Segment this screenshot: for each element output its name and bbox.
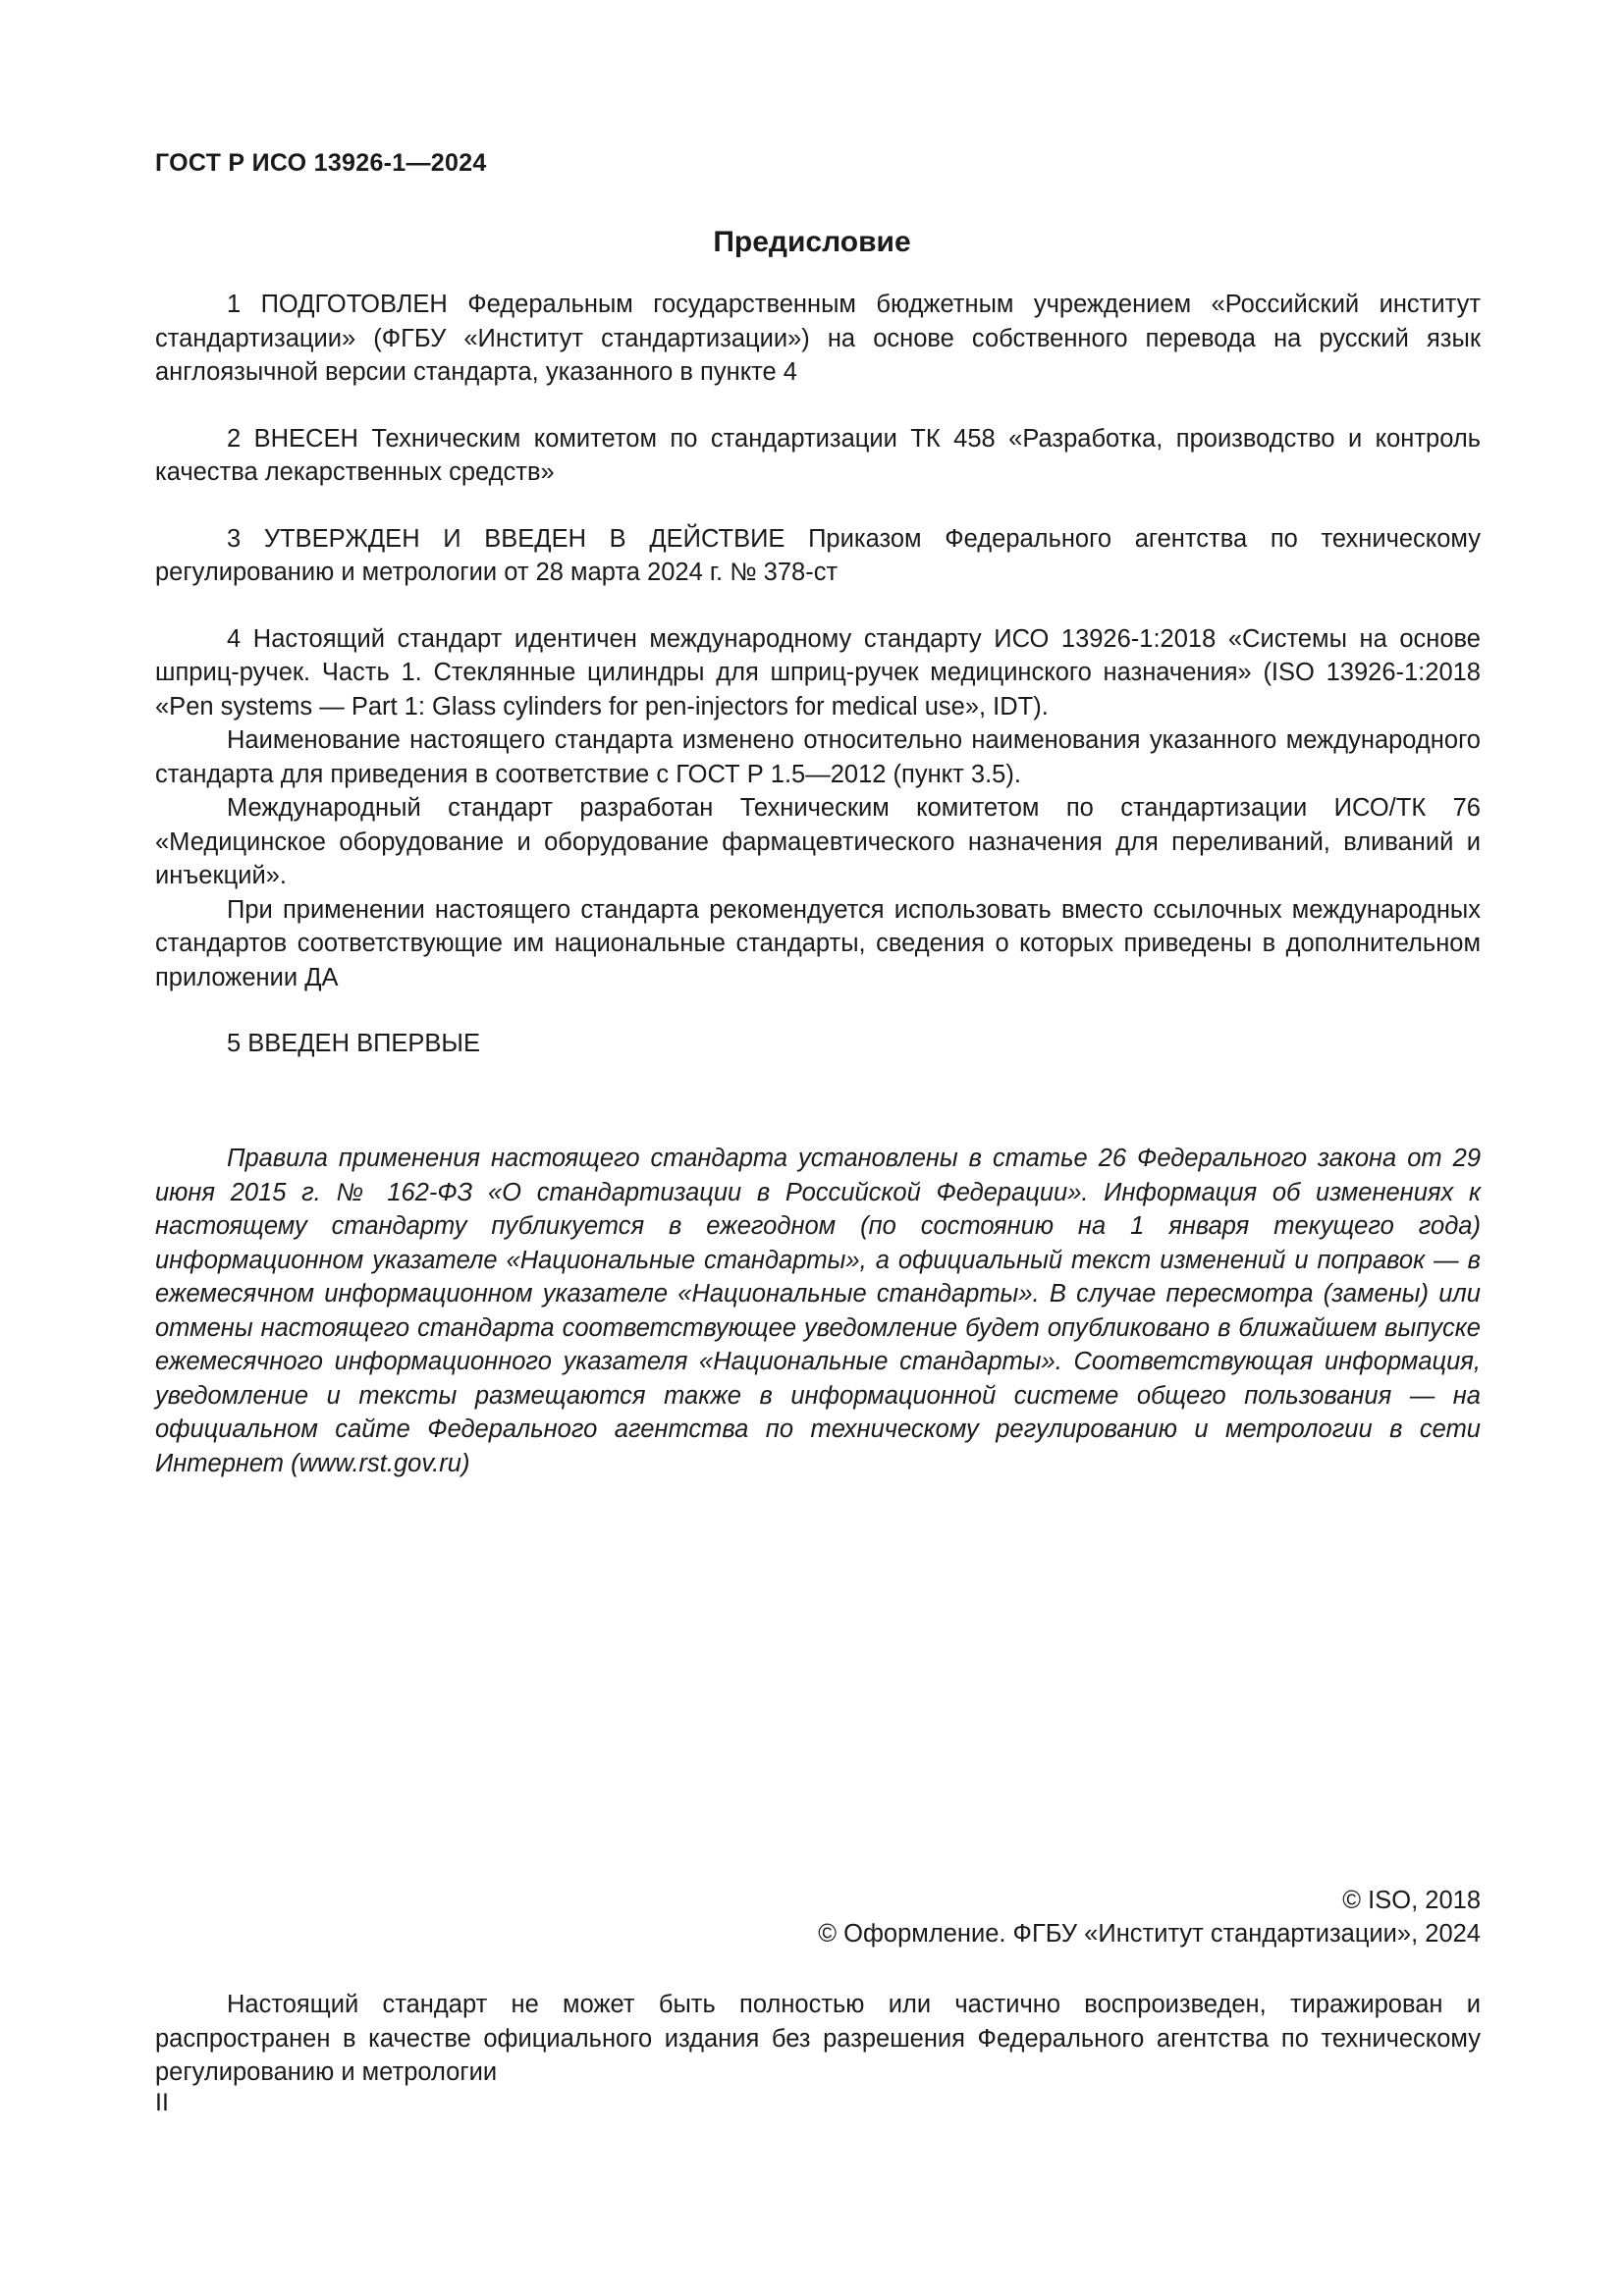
item-4-name-note: Наименование настоящего стандарта изменено относительно наименования указанного международного стандарта для приведения в соответствие с ГОСТ Р 1.5—2012 (пункт 3.5).	[155, 726, 1481, 788]
item-4: 4 Настоящий стандарт идентичен международному стандарту ИСО 13926-1:2018 «Системы на основе шприц-ручек. Часть 1. Стеклянные цилиндры для шприц-ручек медицинского назначения» (ISO 13926-1:2018 «Pen systems — Part 1: Glass cylinders for pen-injectors for medical use», IDT).	[155, 624, 1481, 721]
copyright-iso: © ISO, 2018	[1342, 1887, 1481, 1914]
standard-code: ГОСТ Р ИСО 13926-1—2024	[155, 149, 487, 177]
foreword-body	[155, 288, 1481, 1061]
item-4-developer-note: Международный стандарт разработан Техническим комитетом по стандартизации ИСО/ТК 76 «Медицинское оборудование и оборудование фармацевтического назначения для переливаний, вливаний и инъекций».	[155, 794, 1481, 889]
page-title: Предисловие	[713, 226, 911, 258]
copyright-design: © Оформление. ФГБУ «Институт стандартизации», 2024	[818, 1920, 1481, 1948]
application-rules-notice: Правила применения настоящего стандарта установлены в статье 26 Федерального закона от 29 июня 2015 г. № 162-ФЗ «О стандартизации в Российской Федерации». Информация об изменениях к настоящему стандарту публикуется в ежегодном (по состоянию на 1 января текущего года) информационном указателе «Национальные стандарты», а официальный текст изменений и поправок — в ежемесячном информационном указателе «Национальные стандарты». В случае пересмотра (замены) или отмены настоящего стандарта соответствующее уведомление будет опубликовано в ближайшем выпуске ежемесячного информационного указателя «Национальные стандарты». Соответствующая информация, уведомление и тексты размещаются также в информационной системе общего пользования — на официальном сайте Федерального агентства по техническому регулированию и метрологии в сети Интернет (www.rst.gov.ru)	[155, 1145, 1481, 1477]
page-number: II	[155, 2089, 169, 2116]
item-5: 5 ВВЕДЕН ВПЕРВЫЕ	[227, 1030, 481, 1057]
item-1: 1 ПОДГОТОВЛЕН Федеральным государственным бюджетным учреждением «Российский институт стандартизации» (ФГБУ «Институт стандартизации») на основе собственного перевода на русский язык англоязычной версии стандарта, указанного в пункте 4	[155, 291, 1481, 386]
item-4-references-note: При применении настоящего стандарта рекомендуется использовать вместо ссылочных международных стандартов соответствующие им национальные стандарты, сведения о которых приведены в дополнительном приложении ДА	[155, 895, 1481, 991]
item-2: 2 ВНЕСЕН Техническим комитетом по стандартизации ТК 458 «Разработка, производство и контроль качества лекарственных средств»	[155, 424, 1481, 486]
reproduction-notice: Настоящий стандарт не может быть полностью или частично воспроизведен, тиражирован и распространен в качестве официального издания без разрешения Федерального агентства по техническому регулированию и метрологии	[155, 1991, 1481, 2086]
item-3: 3 УТВЕРЖДЕН И ВВЕДЕН В ДЕЙСТВИЕ Приказом Федерального агентства по техническому регулированию и метрологии от 28 марта 2024 г. № 378-ст	[155, 524, 1481, 586]
